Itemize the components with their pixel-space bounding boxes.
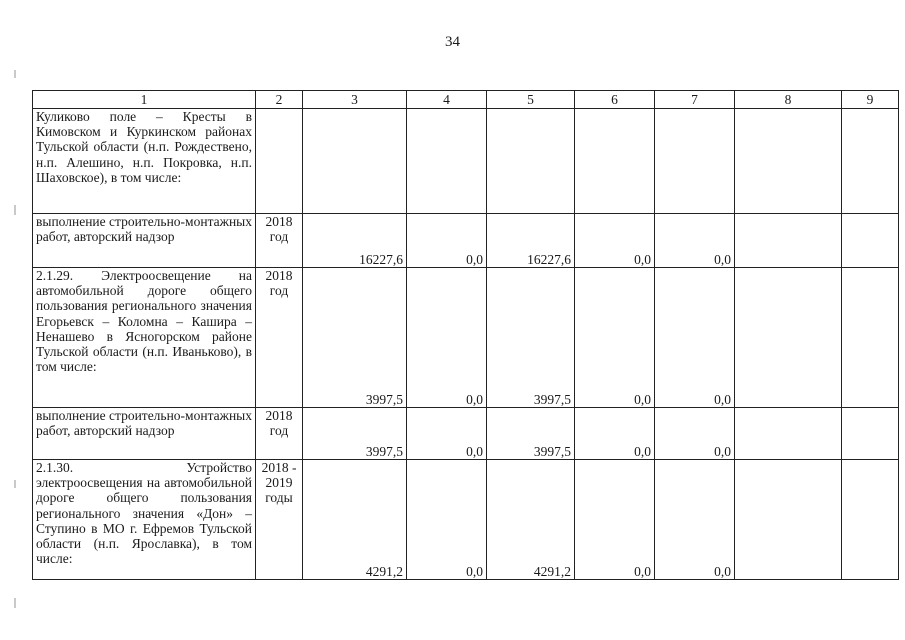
value-cell	[842, 268, 899, 408]
scan-edge-mark	[14, 70, 16, 78]
value-cell: 16227,6	[487, 214, 575, 268]
period-cell: 2018 год	[256, 408, 303, 460]
scan-edge-mark	[14, 205, 16, 215]
value-cell	[842, 408, 899, 460]
value-cell: 0,0	[575, 460, 655, 580]
budget-table	[32, 90, 899, 580]
value-cell: 0,0	[407, 214, 487, 268]
value-cell	[735, 460, 842, 580]
value-cell	[735, 214, 842, 268]
value-cell	[735, 408, 842, 460]
header-row	[33, 91, 899, 109]
activity-description: 2.1.30. Устройство электроосвещения на автомобильной дороге общего пользования регионального значения «Дон» – Ступино в МО г. Ефремов Тульской области (н.п. Ярославка), в том числе:	[33, 460, 256, 580]
value-cell	[842, 460, 899, 580]
column-header: 4	[407, 91, 487, 109]
value-cell	[735, 109, 842, 214]
value-cell: 0,0	[407, 460, 487, 580]
value-cell: 0,0	[655, 460, 735, 580]
period-cell: 2018 - 2019 годы	[256, 460, 303, 580]
column-header: 2	[256, 91, 303, 109]
value-cell: 0,0	[575, 268, 655, 408]
activity-description: выполнение строительно-монтажных работ, авторский надзор	[33, 408, 256, 460]
value-cell	[655, 109, 735, 214]
value-cell	[842, 109, 899, 214]
column-header: 1	[33, 91, 256, 109]
period-cell: 2018 год	[256, 214, 303, 268]
column-header: 3	[303, 91, 407, 109]
value-cell: 4291,2	[303, 460, 407, 580]
value-cell	[735, 268, 842, 408]
value-cell: 3997,5	[487, 408, 575, 460]
value-cell: 4291,2	[487, 460, 575, 580]
period-cell: 2018 год	[256, 268, 303, 408]
column-header: 9	[842, 91, 899, 109]
value-cell: 0,0	[655, 268, 735, 408]
column-header: 8	[735, 91, 842, 109]
activity-description: выполнение строительно-монтажных работ, авторский надзор	[33, 214, 256, 268]
scan-edge-mark	[14, 598, 16, 608]
value-cell: 3997,5	[487, 268, 575, 408]
column-header: 7	[655, 91, 735, 109]
value-cell: 3997,5	[303, 408, 407, 460]
value-cell: 3997,5	[303, 268, 407, 408]
value-cell	[407, 109, 487, 214]
table-row	[33, 109, 899, 214]
value-cell: 0,0	[575, 214, 655, 268]
page-number: 34	[445, 34, 460, 50]
value-cell	[303, 109, 407, 214]
column-header: 5	[487, 91, 575, 109]
period-cell	[256, 109, 303, 214]
table-row	[33, 268, 899, 408]
table-row	[33, 214, 899, 268]
value-cell	[842, 214, 899, 268]
activity-description: Куликово поле – Кресты в Кимовском и Куркинском районах Тульской области (н.п. Рождествено, н.п. Алешино, н.п. Покровка, н.п. Шаховское), в том числе:	[33, 109, 256, 214]
scan-edge-mark	[14, 480, 16, 488]
value-cell: 0,0	[575, 408, 655, 460]
column-header: 6	[575, 91, 655, 109]
value-cell: 0,0	[407, 408, 487, 460]
table-row	[33, 408, 899, 460]
value-cell	[487, 109, 575, 214]
table-row	[33, 460, 899, 580]
value-cell	[575, 109, 655, 214]
value-cell: 0,0	[655, 408, 735, 460]
value-cell: 0,0	[407, 268, 487, 408]
activity-description: 2.1.29. Электроосвещение на автомобильной дороге общего пользования регионального значения Егорьевск – Коломна – Кашира – Ненашево в Ясногорском районе Тульской области (н.п. Иваньково), в том числе:	[33, 268, 256, 408]
value-cell: 0,0	[655, 214, 735, 268]
value-cell: 16227,6	[303, 214, 407, 268]
